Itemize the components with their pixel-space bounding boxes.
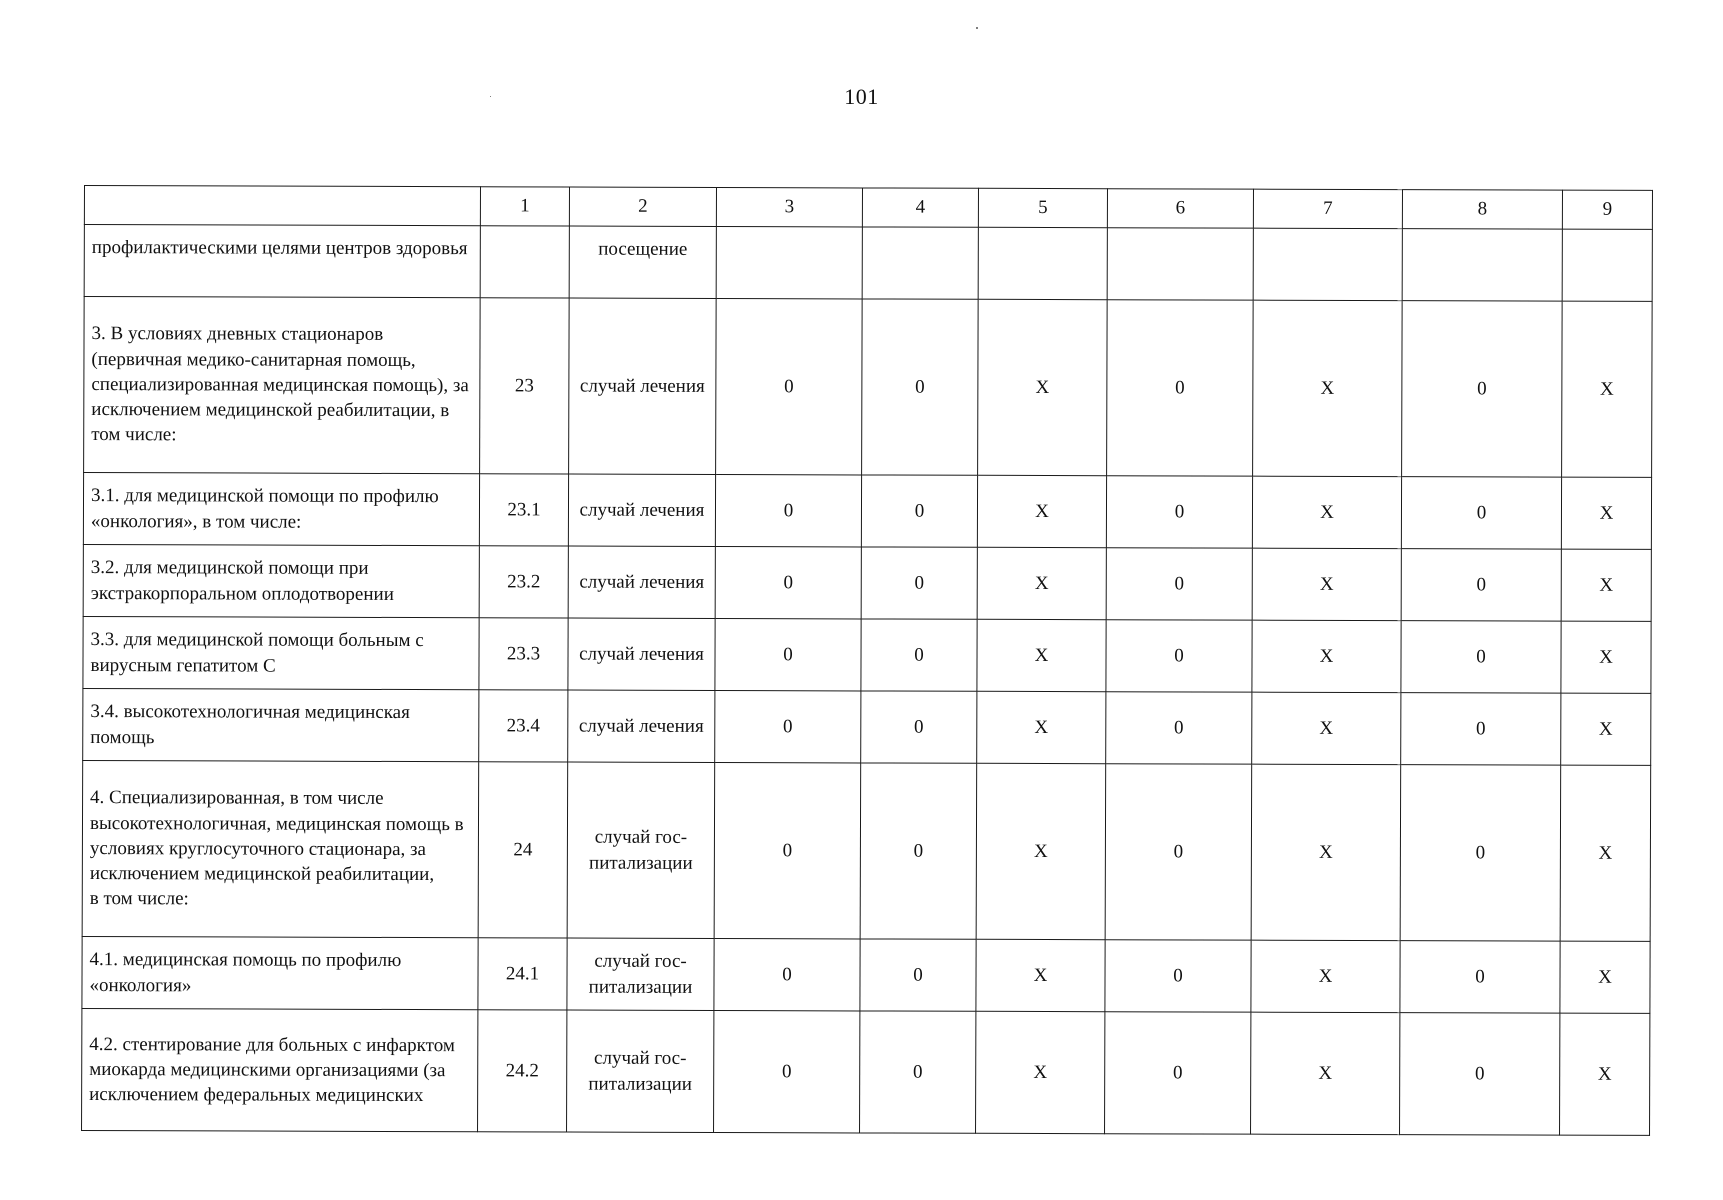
table-cell: X — [1561, 693, 1651, 765]
table-cell: 0 — [714, 1010, 860, 1132]
table-cell: 0 — [1401, 477, 1561, 550]
table-row — [83, 544, 1651, 621]
table-cell: 0 — [1401, 549, 1561, 622]
table-cell — [862, 227, 978, 299]
row-unit: случай лечения — [568, 690, 715, 762]
row-code: 24.1 — [478, 938, 567, 1010]
table-cell: 0 — [1400, 1013, 1560, 1136]
table-cell: X — [1561, 477, 1651, 549]
table-cell: 0 — [714, 762, 861, 938]
row-code: 23.4 — [479, 690, 568, 762]
table-row — [84, 225, 1652, 302]
table-row — [83, 688, 1651, 765]
table-cell: 0 — [860, 1011, 976, 1133]
table-cell: X — [1251, 764, 1401, 940]
row-description: 3.1. для медицинской помощи по профилю «онкология», в том числе: — [83, 473, 479, 546]
row-code: 23.2 — [479, 546, 568, 618]
table-cell: X — [1252, 692, 1401, 764]
column-header: 8 — [1402, 190, 1562, 230]
table-cell: 0 — [1106, 476, 1252, 548]
table-cell: 0 — [861, 547, 977, 619]
table-cell: 0 — [1401, 621, 1561, 694]
column-header: 2 — [569, 187, 716, 226]
column-header: 9 — [1562, 190, 1652, 229]
table-cell — [716, 226, 862, 298]
table-cell: 0 — [716, 298, 863, 474]
table-cell: 0 — [715, 618, 861, 690]
scan-speck — [976, 27, 978, 29]
column-header: 7 — [1253, 189, 1402, 228]
row-description: 4. Специализированная, в том числе высокотехнологичная, медицинская помощь в условиях круглосуточного стационара, за исключением медицинской реабилитации, в том числе: — [82, 760, 479, 937]
table-cell: X — [1560, 1013, 1650, 1135]
table-cell: 0 — [1105, 1012, 1251, 1134]
table-cell: X — [1561, 549, 1651, 621]
table-cell: X — [1562, 301, 1653, 477]
row-unit: посещение — [569, 226, 716, 298]
table-cell: 0 — [861, 475, 977, 547]
column-header: 1 — [480, 187, 569, 226]
column-header: 5 — [978, 188, 1107, 227]
row-description: 4.2. стентирование для больных с инфарктом миокарда медицинскими организациями (за исключением федеральных медицинских — [82, 1008, 478, 1131]
table-cell: 0 — [1400, 941, 1560, 1014]
table-row — [82, 936, 1650, 1013]
table-cell: 0 — [1402, 301, 1563, 478]
page-number: 101 — [844, 84, 879, 109]
table-cell: X — [976, 939, 1105, 1011]
table-cell: 0 — [861, 619, 977, 691]
table-cell — [1107, 228, 1253, 300]
table-cell: 0 — [1107, 300, 1254, 476]
table-cell: X — [977, 475, 1106, 547]
table-row — [84, 297, 1653, 478]
table-row — [82, 1008, 1650, 1135]
table-cell: X — [978, 299, 1108, 475]
table-cell: 0 — [1105, 940, 1251, 1012]
row-code: 23.3 — [479, 618, 568, 690]
table-cell — [1253, 228, 1402, 300]
table-cell: X — [1251, 940, 1400, 1012]
table-cell: 0 — [861, 691, 977, 763]
row-unit: случай гос- питализации — [567, 762, 715, 938]
row-description: 4.1. медицинская помощь по профилю «онкология» — [82, 936, 478, 1009]
column-header: 3 — [716, 187, 862, 226]
table-cell: 0 — [1106, 620, 1252, 692]
scan-speck — [490, 96, 491, 97]
table-cell: X — [1252, 548, 1401, 620]
table-cell — [1562, 229, 1652, 301]
row-code: 24 — [478, 762, 568, 938]
row-unit: случай лечения — [568, 474, 715, 546]
table-cell: 0 — [714, 938, 860, 1010]
table-cell: 0 — [1105, 764, 1252, 940]
table-cell: 0 — [862, 299, 979, 475]
table-cell: 0 — [715, 690, 861, 762]
table-cell: X — [1560, 941, 1650, 1013]
table-cell: 0 — [860, 939, 976, 1011]
table-cell: X — [1252, 620, 1401, 692]
table-cell: X — [977, 619, 1106, 691]
table-cell — [1402, 229, 1562, 302]
table-cell: X — [1561, 621, 1651, 693]
table-cell: 0 — [715, 546, 861, 618]
row-unit: случай лечения — [568, 546, 715, 618]
row-description: 3. В условиях дневных стационаров (первичная медико-санитарная помощь, специализированная медицинская помощь), за исключением медицинской реабилитации, в том числе: — [84, 297, 481, 474]
table-cell: X — [977, 547, 1106, 619]
column-header — [84, 186, 480, 226]
table-row — [83, 616, 1651, 693]
table-cell: X — [1560, 765, 1651, 941]
row-unit: случай лечения — [569, 298, 717, 474]
row-description: профилактическими целями центров здоровья — [84, 225, 480, 298]
row-description: 3.3. для медицинской помощи больным с вирусным гепатитом С — [83, 616, 479, 689]
row-unit: случай лечения — [568, 618, 715, 690]
data-table — [81, 185, 1653, 1136]
table-cell — [978, 227, 1107, 299]
table-cell: X — [1251, 1012, 1400, 1134]
table-cell: X — [976, 763, 1106, 939]
table-cell: X — [1253, 300, 1403, 476]
table-cell: X — [976, 1011, 1105, 1133]
table-cell: 0 — [1106, 692, 1252, 764]
row-code: 24.2 — [478, 1010, 567, 1132]
row-code — [480, 226, 569, 298]
row-description: 3.2. для медицинской помощи при экстракорпоральном оплодотворении — [83, 544, 479, 617]
table-cell: 0 — [1400, 765, 1561, 942]
table-row — [82, 760, 1651, 941]
table-cell: X — [1252, 476, 1401, 548]
table-cell: X — [977, 691, 1106, 763]
table-row — [83, 473, 1651, 550]
column-header: 4 — [862, 188, 978, 227]
column-header: 6 — [1107, 189, 1253, 228]
row-description: 3.4. высокотехнологичная медицинская помощь — [83, 688, 479, 761]
row-code: 23 — [480, 298, 570, 474]
table-cell: 0 — [1106, 548, 1252, 620]
row-code: 23.1 — [479, 474, 568, 546]
row-unit: случай гос- питализации — [567, 938, 714, 1010]
table-cell: 0 — [1401, 693, 1561, 766]
column-number-row — [84, 186, 1652, 230]
table-cell: 0 — [715, 474, 861, 546]
row-unit: случай гос- питализации — [567, 1010, 714, 1132]
table-cell: 0 — [860, 763, 977, 939]
